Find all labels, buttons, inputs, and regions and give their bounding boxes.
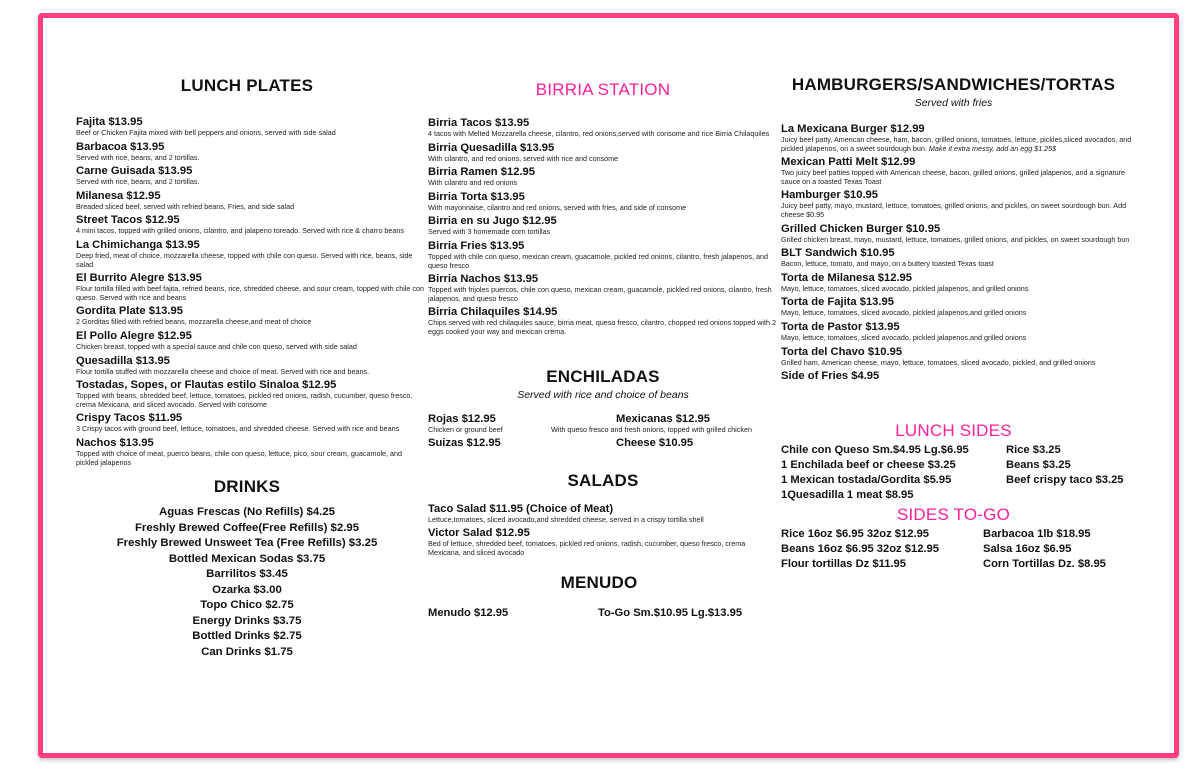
- drinks-list: [76, 505, 418, 660]
- menu-item-name: Hamburger $10.95: [781, 189, 879, 202]
- menu-item-desc-text: Lettuce,tomatoes, sliced avocado,and shredded cheese, served in a crispy tortilla shell: [428, 514, 704, 524]
- menu-item-name: Milanesa $12.95: [76, 189, 161, 202]
- menu-item-desc-text: Two juicy beef patties topped with American cheese, bacon, grilled onions, grilled jalapenos, and a signature sauce on a toasted Texas Toast: [781, 168, 1126, 186]
- drink-item: Can Drinks $1.75: [201, 645, 293, 658]
- lunch-plates-list: [76, 116, 424, 467]
- menu-item-desc: [428, 228, 778, 237]
- menu-item-desc-text: Bed of lettuce, shredded beef, tomatoes, pickled red onions, radish, cucumber, queso fresco, crema Mexicana, and sliced avocado: [428, 539, 746, 557]
- menu-item-desc: [76, 203, 424, 212]
- sides-togo-right: [983, 527, 1131, 572]
- menu-item-desc: [428, 516, 778, 525]
- drink-item: Ozarka $3.00: [212, 583, 282, 596]
- menu-item-desc-text: Flour tortilla filled with beef fajita, refried beans, rice, shredded cheese, and sour cream, topped with chile con queso. Served with rice and beans: [76, 284, 424, 302]
- menu-item-desc: [428, 130, 778, 139]
- enchilada-rojas: Rojas $12.95: [428, 412, 496, 425]
- menu-item-desc-text: Topped with beans, shredded beef, lettuce, tomatoes, pickled red onions, radish, cucumber, queso fresco, crema Mexicana, and sliced avocado. Served with consome: [76, 391, 413, 409]
- side-item: Flour tortillas Dz $11.95: [781, 558, 906, 571]
- menu-item-desc: [428, 540, 778, 557]
- menu-item-desc: [781, 359, 1133, 368]
- menu-item-desc-text: 4 tacos with Melted Mozzarella cheese, cilantro, red onions,served with consome and rice Birria Chilaquiles: [428, 129, 770, 138]
- menu-item-desc: [76, 343, 424, 352]
- menudo-price: Menudo $12.95: [428, 607, 509, 620]
- menu-item-desc-text: Topped with frijoles puercos, chile con queso, mexican cream, guacamole, pickled red onions, cilantro, fresh jalapenos, and queso fresco: [428, 285, 772, 303]
- menu-item-desc: [76, 154, 424, 163]
- menu-item-desc-text: Juicy beef patty, mayo, mustard, lettuce, tomatoes, grilled onions, and pickles, on sweet sourdough bun. Add cheese $0.95: [781, 201, 1127, 219]
- birria-title: BIRRIA STATION: [535, 80, 671, 99]
- menu-item-desc: [428, 155, 778, 164]
- burgers-list: [781, 123, 1133, 383]
- menu-item-name: Tostadas, Sopes, or Flautas estilo Sinaloa $12.95: [76, 379, 337, 392]
- left-column: [76, 76, 424, 660]
- menu-item-desc-text: With cilantro and red onions: [428, 178, 518, 188]
- menu-item-desc: [781, 285, 1133, 294]
- menu-item-desc: [76, 368, 424, 377]
- drink-item: Barrilitos $3.45: [206, 568, 288, 581]
- drink-item: Bottled Mexican Sodas $3.75: [168, 552, 326, 565]
- menu-item-desc: [428, 286, 778, 303]
- menu-item-desc-text: Served with rice, beans, and 2 tortillas.: [76, 177, 200, 187]
- side-item: Rice 16oz $6.95 32oz $12.95: [781, 528, 930, 541]
- drink-item: Topo Chico $2.75: [200, 599, 294, 612]
- menu-item-desc: [76, 252, 424, 269]
- menu-item-name: Fajita $13.95: [76, 116, 143, 128]
- menu-item-desc-text: Served with 3 homemade corn tortillas: [428, 227, 551, 237]
- menu-item-desc-text: Mayo, lettuce, tomatoes, sliced avocado, pickled jalapenos, and grilled onions: [781, 283, 1029, 293]
- menu-item-desc-text: Beef or Chicken Fajita mixed with bell peppers and onions, served with side salad: [76, 128, 336, 137]
- right-column: [781, 75, 1133, 572]
- lunch-sides-title: LUNCH SIDES: [895, 421, 1012, 441]
- menu-item-desc: [76, 392, 424, 409]
- menu-item-name: Torta de Pastor $13.95: [781, 320, 900, 333]
- menu-item-name: Torta del Chavo $10.95: [781, 345, 903, 358]
- menu-item-desc: [428, 204, 778, 213]
- enchilada-suizas: Suizas $12.95: [428, 437, 501, 450]
- menu-item-desc: [781, 202, 1133, 219]
- menu-item-desc: [781, 260, 1133, 269]
- menu-item-name: Victor Salad $12.95: [428, 527, 530, 540]
- menu-item-name: Quesadilla $13.95: [76, 354, 170, 367]
- drink-item: Bottled Drinks $2.75: [192, 630, 302, 643]
- menu-item-name: Barbacoa $13.95: [76, 140, 165, 153]
- salads-title: SALADS: [567, 470, 639, 490]
- menu-item-desc-text: Mayo, lettuce, tomatoes, sliced avocado, pickled jalapenos,and grilled onions: [781, 308, 1027, 318]
- side-item: Beans 16oz $6.95 32oz $12.95: [781, 543, 939, 556]
- menu-item-name: Crispy Tacos $11.95: [76, 412, 183, 425]
- side-item: Salsa 16oz $6.95: [983, 543, 1072, 556]
- menudo-row: [428, 607, 778, 623]
- enchiladas-subtitle: Served with rice and choice of beans: [517, 388, 689, 401]
- drinks-title: DRINKS: [213, 477, 281, 497]
- enchiladas-list: [428, 413, 778, 451]
- menu-item-desc-text: Juicy beef patty, American cheese, ham, bacon, grilled onions, tomatoes, lettuce, pickles,sliced avocados, and pickled jalapenos, on a sweet sourdough bun.: [781, 135, 1132, 153]
- menu-item-name: BLT Sandwich $10.95: [781, 247, 895, 260]
- menu-item-desc: [76, 318, 424, 327]
- sides-togo-left: [781, 527, 939, 572]
- menu-item-name: Birria Nachos $13.95: [428, 273, 539, 286]
- side-item: Rice $3.25: [1006, 444, 1061, 457]
- birria-list: [428, 117, 778, 337]
- menu-item-desc: [76, 450, 424, 467]
- side-item: 1 Mexican tostada/Gordita $5.95: [781, 474, 952, 487]
- burgers-subtitle: Served with fries: [914, 97, 993, 109]
- menu-item-desc: [76, 129, 424, 138]
- drink-item: Freshly Brewed Coffee(Free Refills) $2.95: [134, 521, 360, 534]
- menu-item-name: Torta de Fajita $13.95: [781, 296, 894, 309]
- menu-item-name: Nachos $13.95: [76, 436, 154, 449]
- menu-item-name: El Pollo Alegre $12.95: [76, 329, 192, 342]
- menu-item-name: Taco Salad $11.95 (Choice of Meat): [428, 502, 614, 515]
- menu-item-desc: [781, 334, 1133, 343]
- menu-item-desc: [781, 136, 1133, 153]
- enchiladas-title: ENCHILADAS: [546, 366, 660, 386]
- menu-item-name: Birria en su Jugo $12.95: [428, 215, 557, 228]
- menu-item-name: Birria Chilaquiles $14.95: [428, 306, 558, 319]
- side-item: Corn Tortillas Dz. $8.95: [983, 558, 1106, 571]
- menudo-togo-price: To-Go Sm.$10.95 Lg.$13.95: [598, 607, 743, 620]
- drink-item: Aguas Frescas (No Refills) $4.25: [159, 506, 335, 519]
- side-item: 1Quesadilla 1 meat $8.95: [781, 489, 914, 502]
- menu-item-desc-text: Chips served with red chilaquiles sauce, birria meat, queso fresco, cilantro, chopped red onions topped with 2 eggs cooked your way and mexican crema.: [428, 318, 776, 336]
- menu-item-name: El Burrito Alegre $13.95: [76, 272, 202, 285]
- middle-column: [428, 80, 778, 623]
- sides-togo-list: [781, 527, 1131, 572]
- menu-item-name: Grilled Chicken Burger $10.95: [781, 222, 941, 235]
- enchilada-mexicanas: Mexicanas $12.95: [616, 412, 710, 425]
- side-item: Barbacoa 1lb $18.95: [983, 528, 1091, 541]
- menu-item-desc-text: 2 Gorditas filled with refried beans, mozzarella cheese,and meat of choice: [76, 317, 312, 327]
- salads-list: [428, 503, 778, 558]
- side-item: Beans $3.25: [1006, 459, 1071, 472]
- menu-item-desc: [781, 236, 1133, 245]
- menu-item-desc-note: Make it extra messy, add an egg $1.25$: [928, 143, 1057, 153]
- menu-item-desc: [76, 285, 424, 302]
- menu-item-desc-text: Flour tortilla stuffed with mozzarella cheese and choice of meat. Served with rice and beans.: [76, 366, 370, 376]
- menu-item-desc-text: Grilled ham, American cheese, mayo, lettuce, tomatoes, sliced avocado, pickled, and grilled onions: [781, 357, 1096, 367]
- lunch-sides-list: [781, 443, 1131, 503]
- enchilada-cheese: Cheese $10.95: [616, 437, 694, 450]
- menu-item-desc-text: Deep fried, meat of choice, mozzarella cheese, topped with chile con queso. Served with rice, beans, side salad: [76, 250, 413, 269]
- menu-item-desc-text: Bacon, lettuce, tomato, and mayo, on a buttery toasted Texas toast: [781, 259, 994, 269]
- side-item: Beef crispy taco $3.25: [1006, 474, 1124, 487]
- menu-item-name: Birria Torta $13.95: [428, 190, 525, 203]
- lunch-sides-right: [1006, 443, 1131, 503]
- menu-item-name: Street Tacos $12.95: [76, 214, 180, 227]
- side-item: Chile con Queso Sm.$4.95 Lg.$6.95: [781, 444, 969, 457]
- menu-item-desc-text: Chicken breast, topped with a special sauce and chile con queso, served with side salad: [76, 341, 357, 351]
- menu-item-desc-text: Topped with chile con queso, mexican cream, guacamole, pickled red onions, cilantro, fresh jalapenos, and queso fresco: [428, 251, 769, 270]
- menu-item-desc: [781, 309, 1133, 318]
- menu-item-desc-text: 3 Crispy tacos with ground beef, lettuce, tomatoes, and shredded cheese. Served with rice and beans: [76, 424, 400, 434]
- menu-item-name: Birria Ramen $12.95: [428, 166, 535, 179]
- menu-item-desc: [428, 319, 778, 336]
- menu-item-name: La Mexicana Burger $12.99: [781, 123, 925, 135]
- side-item: 1 Enchilada beef or cheese $3.25: [781, 459, 956, 472]
- burgers-title: HAMBURGERS/SANDWICHES/TORTAS: [791, 75, 1116, 94]
- menu-item-name: Carne Guisada $13.95: [76, 165, 193, 178]
- menu-item-name: Birria Quesadilla $13.95: [428, 141, 555, 154]
- menu-item-desc: [428, 253, 778, 270]
- menu-item-desc-text: Topped with choice of meat, puerco beans, chile con queso, lettuce, pico, sour cream, guacamole, and pickled jalapenos: [76, 448, 403, 467]
- menu-item-desc-text: With mayonnaise, cilantro and red onions, served with fries, and side of consome: [428, 202, 687, 212]
- menu-item-name: Gordita Plate $13.95: [76, 305, 183, 318]
- drink-item: Freshly Brewed Unsweet Tea (Free Refills) $3.25: [116, 537, 378, 550]
- menu-item-desc-text: Mayo, lettuce, tomatoes, sliced avocado, pickled jalapenos,and grilled onions: [781, 332, 1027, 342]
- menu-item-name: Torta de Milanesa $12.95: [781, 271, 912, 284]
- enchilada-mexicanas-desc: With queso fresco and fresh onions, topped with grilled chicken: [551, 424, 752, 434]
- enchilada-rojas-desc: Chicken or ground beef: [428, 424, 503, 434]
- menu-item-name: La Chimichanga $13.95: [76, 238, 200, 251]
- menu-item-desc: [76, 425, 424, 434]
- drink-item: Energy Drinks $3.75: [192, 614, 302, 627]
- menu-item-desc-text: Served with rice, beans, and 2 tortillas.: [76, 152, 200, 162]
- menu-item-name: Mexican Patti Melt $12.99: [781, 156, 916, 169]
- menu-item-name: Birria Tacos $13.95: [428, 117, 530, 129]
- menudo-title: MENUDO: [560, 573, 638, 593]
- menu-item-desc: [781, 169, 1133, 186]
- menu-item-desc-text: Breaded sliced beef, served with refried beans, Fries, and side salad: [76, 201, 295, 211]
- menu-item-desc: [76, 227, 424, 236]
- menu-item-desc: [428, 179, 778, 188]
- menu-item-desc: [76, 178, 424, 187]
- lunch-plates-title: LUNCH PLATES: [180, 76, 314, 95]
- sides-togo-title: SIDES TO-GO: [896, 505, 1011, 525]
- lunch-sides-left: [781, 443, 969, 503]
- menu-item-name: Side of Fries $4.95: [781, 370, 880, 383]
- menu-item-desc-text: With cilantro, and red onions, served with rice and consome: [428, 153, 619, 163]
- menu-item-desc-text: Grilled chicken breast, mayo, mustard, lettuce, tomatoes, grilled onions, and pickles, on sweet sourdough bun: [781, 234, 1130, 244]
- menu-item-desc-text: 4 mini tacos, topped with grilled onions, cilantro, and jalapeno toreado. Served with rice & charro beans: [76, 226, 405, 236]
- menu-item-name: Birria Fries $13.95: [428, 239, 525, 252]
